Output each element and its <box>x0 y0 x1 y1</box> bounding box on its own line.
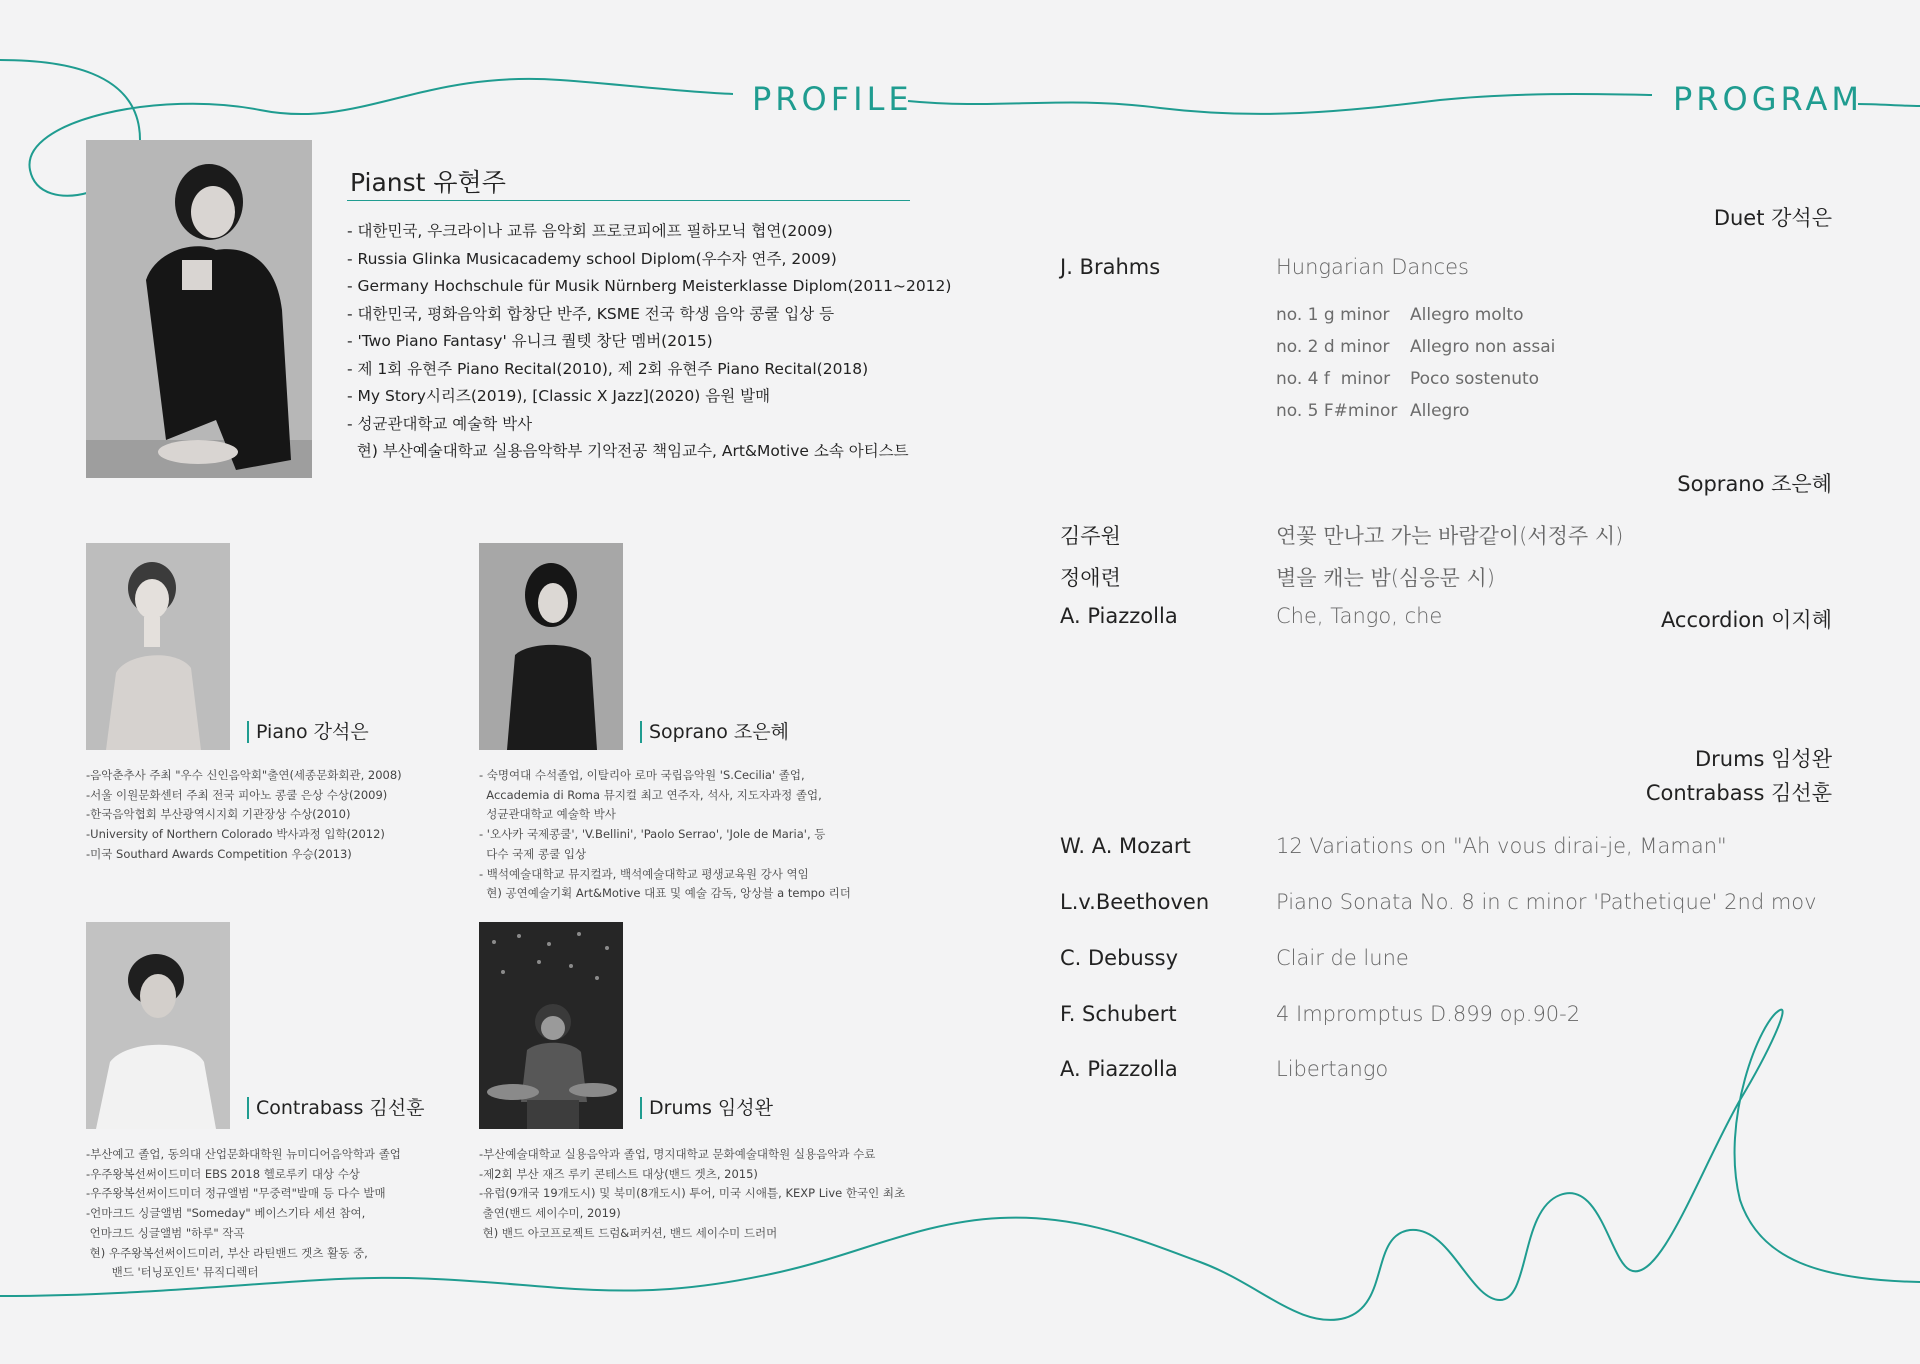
work-title: 별을 캐는 밤(심응문 시) <box>1276 566 1495 590</box>
bio-line: - 숙명여대 수석졸업, 이탈리아 로마 국립음악원 'S.Cecilia' 졸업, <box>479 768 805 782</box>
member-bio-drums <box>479 1145 905 1244</box>
composer-name: L.v.Beethoven <box>1060 890 1210 914</box>
movement-number: no. 5 F#minor <box>1276 401 1398 421</box>
bio-line: -우주왕복선써이드미더 정규앨범 "무중력"발매 등 다수 발매 <box>86 1186 386 1201</box>
main-artist-bio <box>347 218 951 466</box>
bio-line: 현) 우주왕복선써이드미러, 부산 라틴밴드 겟츠 활동 중, <box>86 1245 368 1260</box>
bio-line: 현) 부산예술대학교 실용음악학부 기악전공 책임교수, Art&Motive 소속 아티스트 <box>347 442 909 460</box>
profile-section-title: PROFILE <box>752 80 913 118</box>
movement-title: Allegro molto <box>1410 305 1524 325</box>
bio-line: - 대한민국, 평화음악회 합창단 반주, KSME 전국 학생 음악 콩쿨 입상 등 <box>347 304 835 323</box>
work-title: 연꽃 만나고 가는 바람같이(서정주 시) <box>1276 524 1624 548</box>
member-bio-piano <box>86 766 402 865</box>
bio-line: -부산예고 졸업, 동의대 산업문화대학원 뉴미디어음악학과 졸업 <box>86 1147 401 1161</box>
composer-name: C. Debussy <box>1060 946 1179 970</box>
movement-title: Poco sostenuto <box>1410 369 1540 389</box>
movement-title: Allegro non assai <box>1410 337 1556 357</box>
bio-line: -미국 Southard Awards Competition 우승(2013) <box>86 846 352 861</box>
movement-number: no. 2 d minor <box>1276 337 1390 357</box>
bio-line: -University of Northern Colorado 박사과정 입학(2012) <box>86 827 385 842</box>
main-pianist-photo <box>86 140 312 478</box>
movement-number: no. 1 g minor <box>1276 305 1390 325</box>
composer-name: 정애련 <box>1060 566 1121 590</box>
composer-name: J. Brahms <box>1060 255 1161 279</box>
bio-line: -우주왕복선써이드미더 EBS 2018 헬로루키 대상 수상 <box>86 1166 360 1181</box>
bio-line: -언마크드 싱글앨범 "Someday" 베이스기타 세션 참여, <box>86 1206 366 1221</box>
work-title: Piano Sonata No. 8 in c minor 'Pathetique' 2nd mov <box>1276 890 1817 914</box>
bio-line: 밴드 '터닝포인트' 뮤직디렉터 <box>86 1265 259 1280</box>
bio-line: - '오사카 국제콩쿨', 'V.Bellini', 'Paolo Serrao', 'Jole de Maria', 등 <box>479 827 826 842</box>
bio-line: 언마크드 싱글앨범 "하루" 작곡 <box>86 1225 245 1240</box>
main-artist-name: Pianst 유현주 <box>350 168 506 197</box>
bio-line: Accademia di Roma 뮤지컬 최고 연주자, 석사, 지도자과정 졸업, <box>479 787 822 802</box>
member-name-soprano: Soprano 조은혜 <box>640 721 789 743</box>
work-title: Che, Tango, che <box>1276 604 1443 628</box>
performer-heading-drums: Drums 임성완 <box>1694 747 1832 771</box>
performer-heading-duet: Duet 강석은 <box>1713 206 1832 230</box>
main-name-underline <box>347 200 910 201</box>
work-title: 12 Variations on "Ah vous dirai-je, Maman" <box>1276 834 1727 858</box>
piano-member-photo <box>86 543 230 750</box>
bio-line: -제2회 부산 재즈 루키 콘테스트 대상(밴드 겟츠, 2015) <box>479 1166 758 1181</box>
bio-line: 현) 공연예술기획 Art&Motive 대표 및 예술 감독, 앙상블 a tempo 리더 <box>479 886 851 901</box>
performer-heading-soprano: Soprano 조은혜 <box>1677 472 1832 496</box>
composer-name: A. Piazzolla <box>1060 1057 1178 1081</box>
member-name-drums: Drums 임성완 <box>640 1097 773 1119</box>
performer-heading-contrabass: Contrabass 김선훈 <box>1645 781 1832 805</box>
movement-title: Allegro <box>1410 401 1470 421</box>
bio-line: -부산예술대학교 실용음악과 졸업, 명지대학교 문화예술대학원 실용음악과 수료 <box>479 1147 876 1161</box>
composer-name: 김주원 <box>1060 524 1121 548</box>
bio-line: -한국음악협회 부산광역시지회 기관장상 수상(2010) <box>86 807 351 822</box>
bio-line: - My Story시리즈(2019), [Classic X Jazz](2020) 음원 발매 <box>347 387 771 405</box>
bio-line: - Germany Hochschule für Musik Nürnberg Meisterklasse Diplom(2011~2012) <box>347 277 952 295</box>
composer-name: F. Schubert <box>1060 1002 1177 1026</box>
bio-line: -음악춘추사 주최 "우수 신인음악회"출연(세종문화회관, 2008) <box>86 768 402 782</box>
soprano-member-photo <box>479 543 623 750</box>
drums-member-photo <box>479 922 623 1129</box>
program-section-title: PROGRAM <box>1673 80 1863 118</box>
member-name-contrabass: Contrabass 김선훈 <box>247 1097 424 1119</box>
performer-heading-accordion: Accordion 이지혜 <box>1660 608 1832 632</box>
work-title: Hungarian Dances <box>1276 255 1469 279</box>
bio-line: - Russia Glinka Musicacademy school Diplom(우수자 연주, 2009) <box>347 249 837 268</box>
bio-line: -유럽(9개국 19개도시) 및 북미(8개도시) 투어, 미국 시애틀, KEXP Live 한국인 최초 <box>479 1186 906 1201</box>
member-bio-soprano <box>479 766 851 904</box>
contrabass-member-photo <box>86 922 230 1129</box>
work-title: 4 Impromptus D.899 op.90-2 <box>1276 1002 1581 1026</box>
bio-line: 현) 밴드 아코프로젝트 드럼&퍼커션, 밴드 세이수미 드러머 <box>479 1225 778 1240</box>
bio-line: - 'Two Piano Fantasy' 유니크 퀄텟 창단 멤버(2015) <box>347 332 713 350</box>
bio-line: - 백석예술대학교 뮤지컬과, 백석예술대학교 평생교육원 강사 역임 <box>479 866 809 881</box>
work-title: Clair de lune <box>1276 946 1409 970</box>
movement-number: no. 4 f minor <box>1276 369 1391 389</box>
composer-name: W. A. Mozart <box>1060 834 1191 858</box>
bio-line: 성균관대학교 예술학 박사 <box>479 807 616 822</box>
bio-line: -서울 이원문화센터 주최 전국 피아노 콩쿨 은상 수상(2009) <box>86 787 388 802</box>
member-name-piano: Piano 강석은 <box>247 721 369 743</box>
bio-line: 출연(밴드 세이수미, 2019) <box>479 1206 621 1221</box>
member-bio-contrabass <box>86 1145 401 1283</box>
work-title: Libertango <box>1276 1057 1389 1081</box>
bio-line: - 제 1회 유현주 Piano Recital(2010), 제 2회 유현주 Piano Recital(2018) <box>347 359 869 378</box>
bio-line: 다수 국제 콩쿨 입상 <box>479 846 587 861</box>
bio-line: - 성균관대학교 예술학 박사 <box>347 414 533 433</box>
composer-name: A. Piazzolla <box>1060 604 1178 628</box>
bio-line: - 대한민국, 우크라이나 교류 음악회 프로코피에프 필하모닉 협연(2009) <box>347 222 833 240</box>
